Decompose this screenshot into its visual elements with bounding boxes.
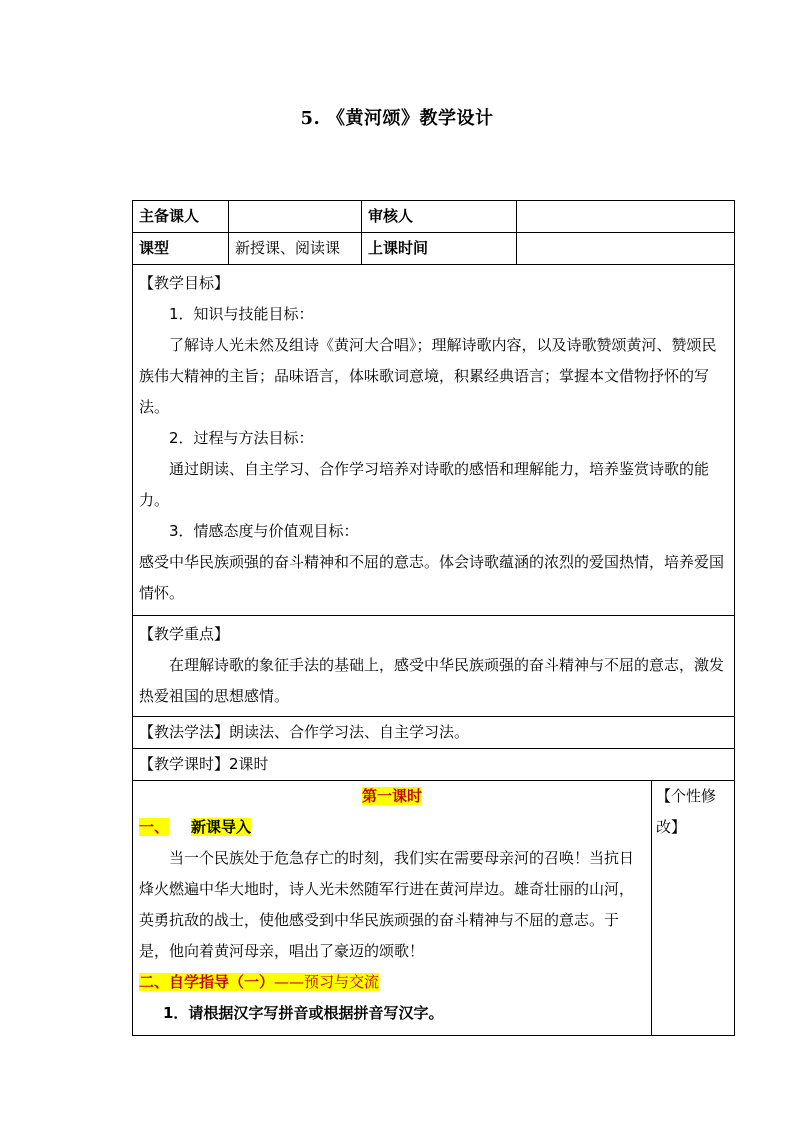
lesson-row [133, 781, 735, 1036]
knowledge-goal-text: 了解诗人光未然及组诗《黄河大合唱》；理解诗歌内容，以及诗歌赞颂黄河、赞颂民族伟大精神的主旨；品味语言，体味歌词意境，积累经典语言；掌握本文借物抒怀的写法。 [139, 336, 717, 416]
objectives-row [133, 265, 735, 616]
key-points-heading: 【教学重点】 [139, 625, 230, 643]
emotion-goal-text: 感受中华民族顽强的奋斗精神和不屈的意志。体会诗歌蕴涵的浓烈的爱国热情，培养爱国情怀。 [139, 553, 725, 602]
methods-row [133, 717, 735, 749]
lead-teacher-label: 主备课人 [133, 201, 229, 233]
emotion-goal-title: 3．情感态度与价值观目标： [169, 522, 359, 540]
objectives-heading: 【教学目标】 [139, 274, 230, 292]
section-1-text: 当一个民族处于危急存亡的时刻，我们实在需要母亲河的召唤！当抗日烽火燃遍中华大地时，诗人光未然随军行进在黄河岸边。雄奇壮丽的山河，英勇抗敌的战士，使他感受到中华民族顽强的奋斗精神与不屈的意志。于是，他向着黄河母亲，唱出了豪迈的颂歌！ [139, 849, 635, 960]
class-time-label: 上课时间 [362, 233, 517, 265]
personal-edit-note: 【个性修改】 [652, 781, 735, 1036]
lesson-type-value: 新授课、阅读课 [229, 233, 362, 265]
section-2-subtitle: ——预习与交流 [274, 973, 380, 991]
section-1-title: 新课导入 [191, 818, 252, 836]
key-points-row [133, 616, 735, 717]
document-title: 5. 《黄河颂》教学设计 [300, 108, 494, 129]
reviewer-value [517, 201, 735, 233]
header-row-2 [133, 233, 735, 265]
lesson-plan-table [132, 200, 735, 1036]
methods-text: 【教法学法】朗读法、合作学习法、自主学习法。 [133, 717, 735, 749]
lesson-title: 第一课时 [361, 787, 422, 805]
class-time-value [517, 233, 735, 265]
hours-row [133, 749, 735, 781]
header-row-1 [133, 201, 735, 233]
reviewer-label: 审核人 [362, 201, 517, 233]
knowledge-goal-title: 1．知识与技能目标： [169, 305, 314, 323]
key-points-text: 在理解诗歌的象征手法的基础上，感受中华民族顽强的奋斗精神与不屈的意志，激发热爱祖国的思想感情。 [139, 656, 725, 705]
process-goal-title: 2．过程与方法目标： [169, 429, 314, 447]
lead-teacher-value [229, 201, 362, 233]
lesson-type-label: 课型 [133, 233, 229, 265]
question-1: 1．请根据汉字写拼音或根据拼音写汉字。 [163, 1004, 444, 1022]
hours-text: 【教学课时】2课时 [133, 749, 735, 781]
section-1-number: 一、 [139, 818, 170, 836]
process-goal-text: 通过朗读、自主学习、合作学习培养对诗歌的感悟和理解能力，培养鉴赏诗歌的能力。 [139, 460, 710, 509]
section-2-title: 二、自学指导（一） [139, 973, 275, 991]
